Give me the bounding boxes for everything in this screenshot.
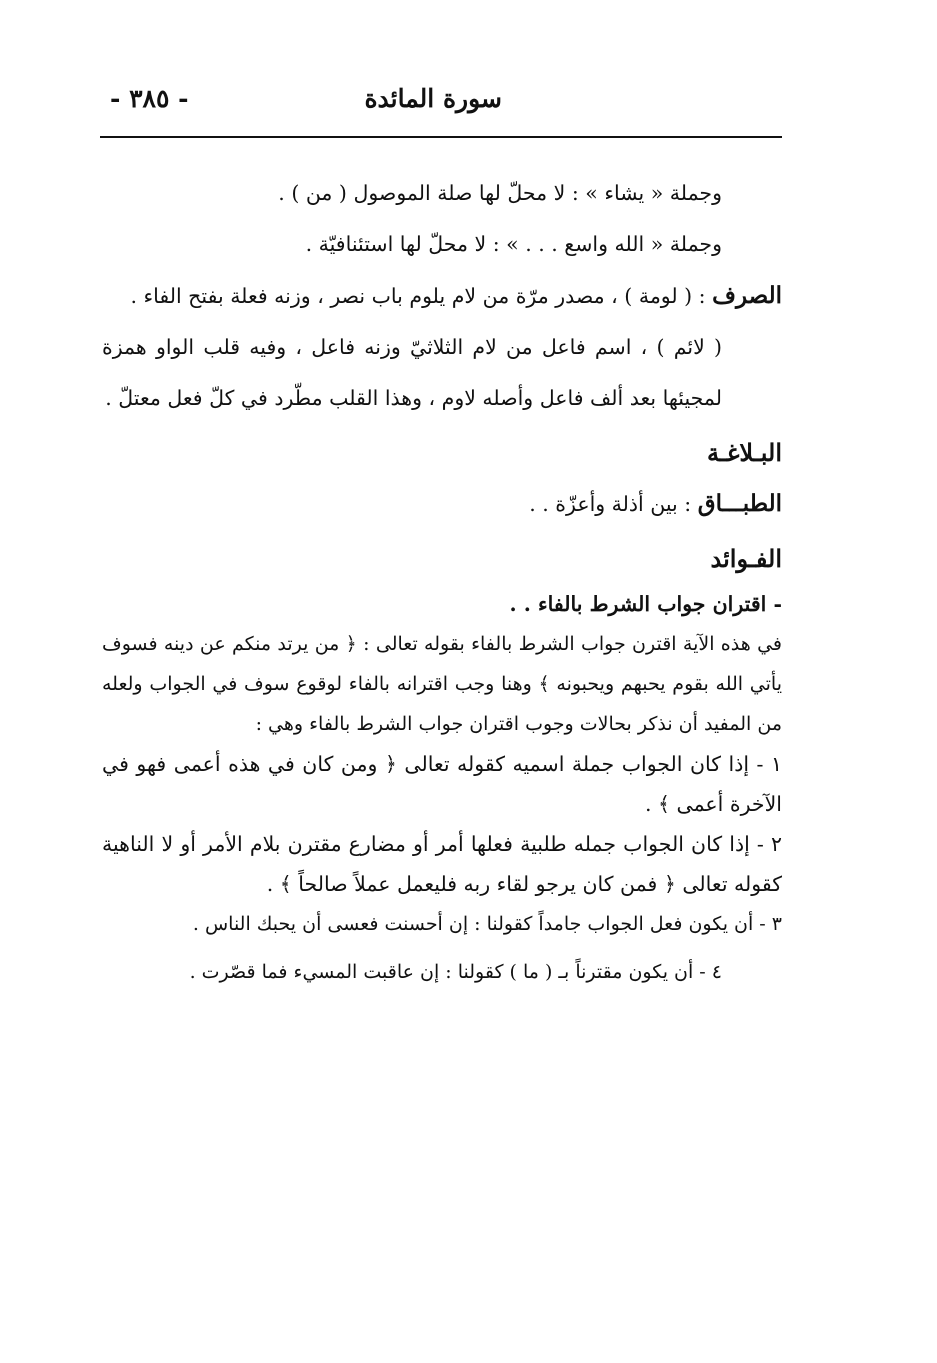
header-divider [100, 136, 782, 138]
surah-title: سورة المائدة [364, 84, 502, 113]
page-header [100, 78, 782, 128]
item-spacer [102, 944, 782, 952]
laim-paragraph: ( لائم ) ، اسم فاعل من لام الثلاثيّ وزنه فاعل ، وفيه قلب الواو همزة لمجيئها بعد ألف فاعل وأصله لاوم ، وهذا القلب مطّرد في كلّ فعل معتلّ . [102, 335, 722, 410]
sarf-text: : ( لومة ) ، مصدر مرّة من لام يلوم باب نصر ، وزنه فعلة بفتح الفاء . [130, 284, 706, 308]
fawaid-item-3: ٣ - أن يكون فعل الجواب جامداً كقولنا : إن أحسنت فعسى أن يحبك الناس . [192, 913, 782, 935]
sarf-paragraph [102, 270, 782, 322]
fawaid-item-2: ٢ - إذا كان الجواب جمله طلبية فعلها أمر أو مضارع مقترن بلام الأمر أو لا الناهية كقوله تعالى ﴿ فمن كان يرجو لقاء ربه فليعمل عملاً صالحاً ﴾ . [102, 832, 782, 896]
tibaq-text: : بين أذلة وأعزّة . . [529, 492, 692, 516]
page-number: - ٣٨٥ - [110, 84, 189, 113]
page-body [102, 168, 782, 992]
fawaid-subheading: - اقتران جواب الشرط بالفاء . . [509, 592, 782, 616]
fawaid-heading: الفـوائد [710, 544, 782, 573]
sarf-term: الصرف [712, 282, 782, 309]
sentence-allah-wasi: وجملة « الله واسع . . . » : لا محلّ لها استئنافيّة . [305, 232, 722, 256]
fawaid-item-1: ١ - إذا كان الجواب جملة اسميه كقوله تعالى ﴿ ومن كان في هذه أعمى فهو في الآخرة أعمى ﴾ . [102, 752, 782, 816]
fawaid-intro: في هذه الآية اقترن جواب الشرط بالفاء بقوله تعالى : ﴿ من يرتد منكم عن دينه فسوف يأتي الله بقوم يحبهم ويحبونه ﴾ وهنا وجب اقترانه بالفاء لوقوع سوف في الجواب ولعله من المفيد أن نذكر بحالات وجوب اقتران جواب الشرط بالفاء وهي : [102, 633, 782, 735]
tibaq-term: الطبـــاق [697, 490, 782, 517]
balagha-heading: البـلاغـة [706, 438, 782, 467]
tibaq-line [102, 478, 782, 530]
sentence-yashaa: وجملة « يشاء » : لا محلّ لها صلة الموصول ( من ) . [278, 181, 722, 205]
fawaid-item-4: ٤ - أن يكون مقترناً بـ ( ما ) كقولنا : إن عاقبت المسيء فما قصّرت . [189, 961, 722, 983]
